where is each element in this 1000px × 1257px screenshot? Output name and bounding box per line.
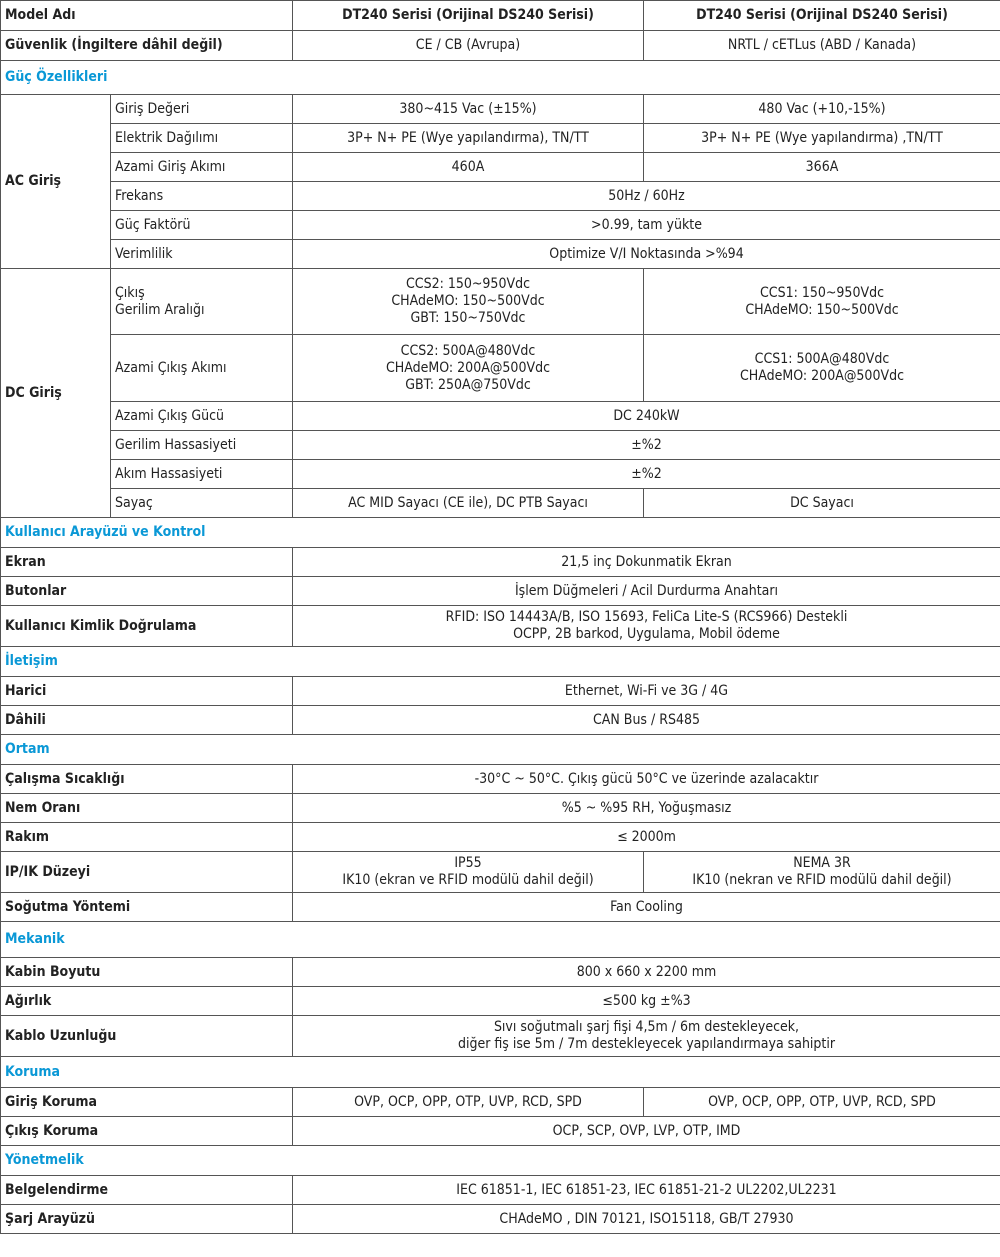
ac-group-label: AC Giriş [1,95,111,269]
ac-input-v1: 380~415 Vac (±15%) [293,95,644,124]
env-temp-label: Çalışma Sıcaklığı [1,765,293,794]
section-title-reg: Yönetmelik [1,1146,1000,1176]
env-row-cooling [1,893,1000,922]
dc-current-v2-ccs1: CCS1: 500A@480Vdc [754,351,890,367]
ac-input-v2: 480 Vac (+10,-15%) [644,95,1000,124]
dc-current-v1-ccs2: CCS2: 500A@480Vdc [400,342,536,359]
mech-weight-label: Ağırlık [1,987,293,1016]
env-row-ip [1,852,1000,893]
env-row-temp [1,765,1000,794]
ui-auth-line-1: RFID: ISO 14443A/B, ISO 15693, FeliCa Lite-S (RCS966) Destekli [445,609,848,625]
safety-row [1,31,1000,61]
ui-auth-value [293,606,1000,647]
mech-row-cabinet [1,958,1000,987]
env-humidity-value: %5 ~ %95 RH, Yoğuşmasız [293,794,1000,823]
ui-row-buttons [1,577,1000,606]
ac-row-freq [1,182,1000,211]
dc-voltage-label-2: Gerilim Aralığı [115,301,205,318]
section-title-power: Güç Özellikleri [1,61,1000,95]
prot-row-output [1,1117,1000,1146]
ac-eff-label: Verimlilik [111,240,293,269]
reg-cert-value: IEC 61851-1, IEC 61851-23, IEC 61851-21-2 UL2202,UL2231 [293,1176,1000,1205]
env-cooling-label: Soğutma Yöntemi [1,893,293,922]
section-title-env: Ortam [1,735,1000,765]
ac-row-input [1,95,1000,124]
dc-row-power [1,402,1000,431]
mech-cable-value [293,1016,1000,1057]
dc-iacc-label: Akım Hassasiyeti [111,460,293,489]
ac-row-current [1,153,1000,182]
dc-row-meter [1,489,1000,518]
env-humidity-label: Nem Oranı [1,794,293,823]
ui-auth-line-2: OCPP, 2B barkod, Uygulama, Mobil ödeme [513,626,780,642]
dc-meter-label: Sayaç [111,489,293,518]
env-cooling-value: Fan Cooling [293,893,1000,922]
env-temp-value: -30°C ~ 50°C. Çıkış gücü 50°C ve üzerinde azalacaktır [293,765,1000,794]
env-ip-v1-line-2: IK10 (ekran ve RFID modülü dahil değil) [342,872,594,888]
ui-auth-label: Kullanıcı Kimlik Doğrulama [1,606,293,647]
ui-row-auth [1,606,1000,647]
reg-interface-label: Şarj Arayüzü [1,1205,293,1234]
dc-meter-v2: DC Sayacı [644,489,1000,518]
dc-current-v2-chademo: CHAdeMO: 200A@500Vdc [740,368,904,384]
ac-pf-label: Güç Faktörü [111,211,293,240]
model-col1: DT240 Serisi (Orijinal DS240 Serisi) [293,1,644,31]
prot-input-v2: OVP, OCP, OPP, OTP, UVP, RCD, SPD [644,1088,1000,1117]
comm-internal-value: CAN Bus / RS485 [293,706,1000,735]
dc-row-voltage [1,269,1000,335]
env-ip-v2-line-1: NEMA 3R [793,855,851,871]
ac-current-label: Azami Giriş Akımı [111,153,293,182]
prot-input-label: Giriş Koruma [1,1088,293,1117]
dc-voltage-v1 [293,269,644,335]
dc-voltage-label [111,269,293,335]
header-row [1,1,1000,31]
env-altitude-label: Rakım [1,823,293,852]
ui-buttons-label: Butonlar [1,577,293,606]
ac-eff-value: Optimize V/I Noktasında >%94 [293,240,1000,269]
mech-row-weight [1,987,1000,1016]
dc-current-v1-chademo: CHAdeMO: 200A@500Vdc [386,359,550,376]
prot-output-label: Çıkış Koruma [1,1117,293,1146]
ui-row-screen [1,548,1000,577]
mech-cabinet-value: 800 x 660 x 2200 mm [293,958,1000,987]
mech-cable-line-2: diğer fiş ise 5m / 7m destekleyecek yapılandırmaya sahiptir [457,1036,836,1052]
env-ip-v1-line-1: IP55 [454,855,482,871]
comm-row-internal [1,706,1000,735]
mech-row-cable [1,1016,1000,1057]
ac-pf-value: >0.99, tam yükte [293,211,1000,240]
reg-row-cert [1,1176,1000,1205]
ui-screen-label: Ekran [1,548,293,577]
dc-current-label: Azami Çıkış Akımı [111,335,293,402]
env-ip-v1 [293,852,644,893]
comm-external-label: Harici̇ [1,677,293,706]
dc-voltage-label-1: Çıkış [115,284,145,301]
dc-voltage-v2-ccs1: CCS1: 150~950Vdc [759,284,884,301]
dc-vacc-value: ±%2 [293,431,1000,460]
dc-voltage-v1-gbt: GBT: 150~750Vdc [410,310,526,326]
dc-voltage-v1-ccs2: CCS2: 150~950Vdc [405,276,530,292]
ac-current-v1: 460A [293,153,644,182]
prot-input-v1: OVP, OCP, OPP, OTP, UVP, RCD, SPD [293,1088,644,1117]
ac-dist-v2: 3P+ N+ PE (Wye yapılandırma) ,TN/TT [644,124,1000,153]
dc-meter-v1: AC MID Sayacı (CE ile), DC PTB Sayacı [293,489,644,518]
dc-current-v1 [293,335,644,402]
section-title-prot: Koruma [1,1057,1000,1088]
dc-row-vacc [1,431,1000,460]
ac-row-dist [1,124,1000,153]
prot-row-input [1,1088,1000,1117]
dc-current-v2 [644,335,1000,402]
ac-current-v2: 366A [644,153,1000,182]
ac-row-eff [1,240,1000,269]
env-ip-v2-line-2: IK10 (nekran ve RFID modülü dahil değil) [692,872,952,888]
ac-freq-value: 50Hz / 60Hz [293,182,1000,211]
dc-row-current [1,335,1000,402]
safety-label: Güvenlik (İngiltere dâhil değil) [1,31,293,61]
section-title-comm: İletişim [1,647,1000,677]
section-title-ui: Kullanıcı Arayüzü ve Kontrol [1,518,1000,548]
env-row-altitude [1,823,1000,852]
dc-voltage-v2 [644,269,1000,335]
dc-group-label: DC Giriş [1,269,111,518]
mech-cable-line-1: Sıvı soğutmalı şarj fişi 4,5m / 6m destekleyecek, [493,1019,800,1035]
dc-power-value: DC 240kW [293,402,1000,431]
dc-current-v1-gbt: GBT: 250A@750Vdc [405,376,531,393]
dc-row-iacc [1,460,1000,489]
comm-row-external [1,677,1000,706]
model-label: Model Adı [1,1,293,31]
safety-v2: NRTL / cETLus (ABD / Kanada) [644,31,1000,61]
ac-dist-label: Elektrik Dağılımı [111,124,293,153]
dc-vacc-label: Gerilim Hassasiyeti [111,431,293,460]
reg-row-interface [1,1205,1000,1234]
section-title-mech: Mekanik [1,922,1000,958]
ac-input-label: Giriş Değeri [111,95,293,124]
dc-iacc-value: ±%2 [293,460,1000,489]
ui-screen-value: 21,5 inç Dokunmatik Ekran [293,548,1000,577]
mech-cable-label: Kablo Uzunluğu [1,1016,293,1057]
reg-interface-value: CHAdeMO , DIN 70121, ISO15118, GB/T 27930 [293,1205,1000,1234]
env-ip-label: IP/IK Düzeyi [1,852,293,893]
dc-power-label: Azami Çıkış Gücü [111,402,293,431]
mech-cabinet-label: Kabin Boyutu [1,958,293,987]
dc-voltage-v2-chademo: CHAdeMO: 150~500Vdc [745,301,899,318]
reg-cert-label: Belgelendirme [1,1176,293,1205]
env-altitude-value: ≤ 2000m [293,823,1000,852]
ac-freq-label: Frekans [111,182,293,211]
comm-internal-label: Dâhili̇ [1,706,293,735]
dc-voltage-v1-chademo: CHAdeMO: 150~500Vdc [391,293,545,309]
model-col2: DT240 Serisi (Orijinal DS240 Serisi) [644,1,1000,31]
ac-row-pf [1,211,1000,240]
env-row-humidity [1,794,1000,823]
env-ip-v2 [644,852,1000,893]
ac-dist-v1: 3P+ N+ PE (Wye yapılandırma), TN/TT [293,124,644,153]
mech-weight-value: ≤500 kg ±%3 [293,987,1000,1016]
safety-v1: CE / CB (Avrupa) [293,31,644,61]
ui-buttons-value: İşlem Düğmeleri / Acil Durdurma Anahtarı [293,577,1000,606]
comm-external-value: Ethernet, Wi-Fi ve 3G / 4G [293,677,1000,706]
prot-output-value: OCP, SCP, OVP, LVP, OTP, IMD [293,1117,1000,1146]
